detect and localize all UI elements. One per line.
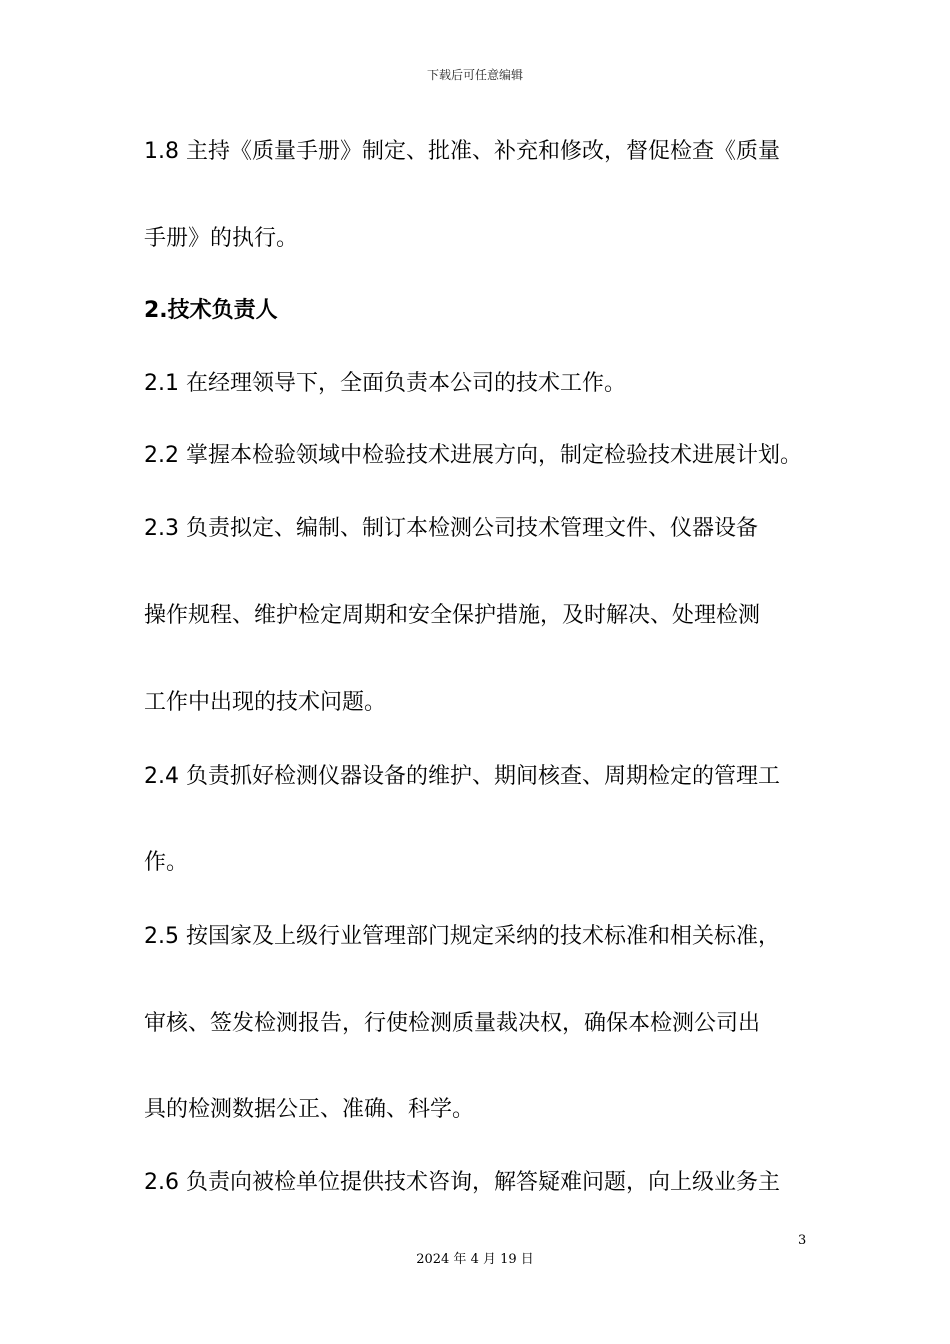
paragraph-line-2-1: 2.1 在经理领导下，全面负责本公司的技术工作。 [144,371,626,396]
paragraph-line-2-5-a: 2.5 按国家及上级行业管理部门规定采纳的技术标准和相关标准， [144,924,780,949]
paragraph-line-2-3-c: 工作中出现的技术问题。 [144,690,387,715]
paragraph-line-2-5-b: 审核、签发检测报告，行使检测质量裁决权，确保本检测公司出 [144,1011,761,1036]
paragraph-line-2-5-c: 具的检测数据公正、准确、科学。 [144,1097,475,1122]
paragraph-line-1-8-b: 手册》的执行。 [144,226,299,251]
paragraph-line-2-2: 2.2 掌握本检验领域中检验技术进展方向，制定检验技术进展计划。 [144,443,802,468]
paragraph-line-1-8-a: 1.8 主持《质量手册》制定、批准、补充和修改，督促检查《质量 [144,139,780,164]
paragraph-line-2-3-b: 操作规程、维护检定周期和安全保护措施，及时解决、处理检测 [144,603,761,628]
page-header: 下载后可任意编辑 [426,68,523,82]
paragraph-line-2-4-b: 作。 [144,850,189,875]
paragraph-line-2-4-a: 2.4 负责抓好检测仪器设备的维护、期间核查、周期检定的管理工 [144,764,780,789]
paragraph-line-2-6-a: 2.6 负责向被检单位提供技术咨询，解答疑难问题，向上级业务主 [144,1170,780,1195]
paragraph-line-2-3-a: 2.3 负责拟定、编制、制订本检测公司技术管理文件、仪器设备 [144,516,758,541]
footer-date: 2024 年 4 月 19 日 [416,1252,534,1267]
section-heading-technical-lead: 2.技术负责人 [144,298,278,323]
page-number: 3 [798,1233,807,1248]
